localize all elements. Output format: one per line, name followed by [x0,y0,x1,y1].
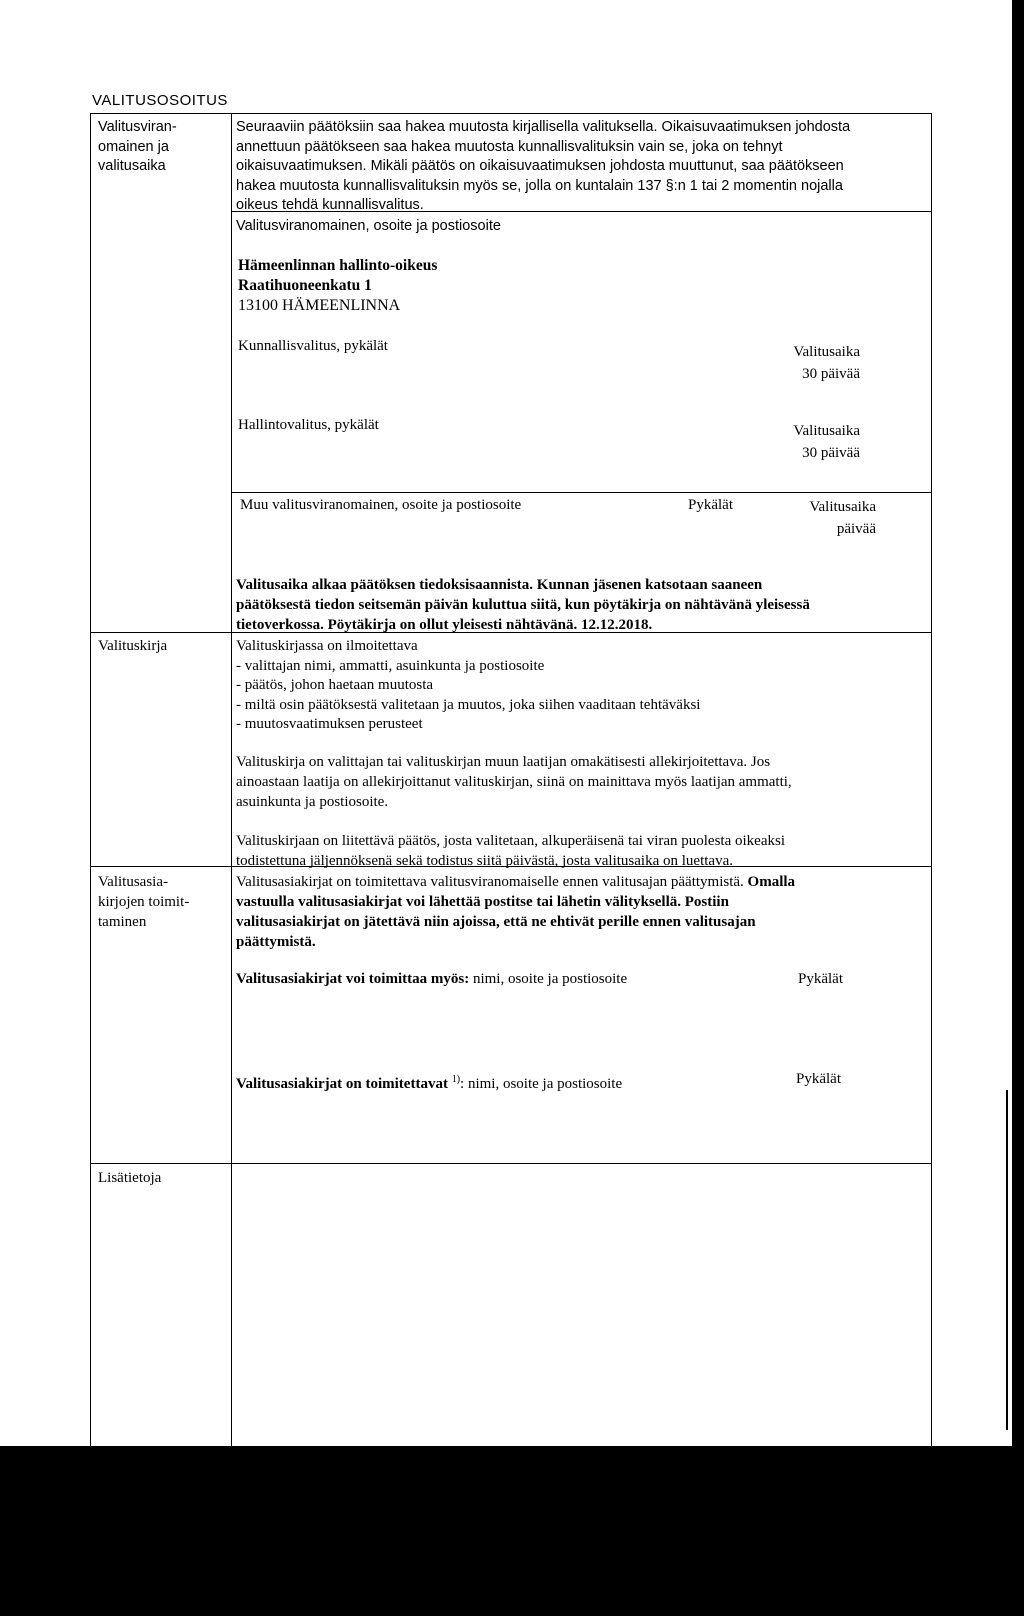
column-divider [231,113,232,1583]
authority-address: Hämeenlinnan hallinto-oikeus Raatihuoneenkatu 1 13100 HÄMEENLINNA [238,257,438,314]
row-divider-other [231,492,931,493]
additional-info-text: Yksityiskohtainen oikaisuvaatimusohje / valitusosoitus liitetään pöytäkirjaotteeseen. [236,1566,776,1582]
delivery-required: Valitusasiakirjat on toimitettavat $^{1)}$: nimi, osoite ja postiosoite [236,1074,623,1092]
appeal-intro-text: Seuraaviin päätöksiin saa hakea muutosta kirjallisella valituksella. Oikaisuvaatimuksen johdosta annettuun päätökseen saa hakea muutosta kunnallisvalituksin vain se, joka on tehnyt oikaisuvaatimuksen. Mikäli päätös on oikaisuvaatimuksen johdosta muuttunut, saa päätökseen hakea muutosta kunnallisvalituksin myös se, jolla on kuntalain 137 §:n 1 tai 2 momentin nojalla oikeus tehdä kunnallisvalitus. [236,119,851,213]
delivery-alternative: Valitusasiakirjat voi toimittaa myös: nimi, osoite ja postiosoite [236,971,628,987]
section-label-appeal-authority: Valitusviran- omainen ja valitusaika [98,119,177,174]
administrative-appeal-period: Valitusaika 30 päivää [793,423,860,461]
other-authority-sections: Pykälät [688,497,733,513]
authority-heading: Valitusviranomainen, osoite ja postiosoite [236,218,501,234]
section-label-delivery: Valitusasia- kirjojen toimit- taminen [98,874,190,930]
administrative-appeal-label: Hallintovalitus, pykälät [238,417,379,433]
scan-edge-line-thin [1015,1100,1016,1430]
appeal-letter-attachments-text: Valituskirjaan on liitettävä päätös, josta valitetaan, alkuperäisenä tai viran puolesta oikeaksi todistettuna jäljennöksenä sekä todistus siitä päivästä, josta valitusaika on luettava. [236,833,785,869]
row-divider-additional [90,1163,932,1164]
footnote-right: Liitetään pöytäkirjaan [650,1593,796,1609]
table-right-border [931,113,932,1583]
delivery-instructions: Valitusasiakirjat on toimitettava valitusviranomaiselle ennen valitusajan päättymistä. Omalla vastuulla valitusasiakirjat voi lähettää postitse tai lähetin välityksellä. Postiin valitusasiakirjat on jätettävä niin ajoissa, että ne ehtivät perille ennen valitusajan päättymistä. [236,874,796,950]
delivery-required-sections: Pykälät [796,1071,841,1087]
table-top-border [90,113,932,114]
appeal-period-notice: Valitusaika alkaa päätöksen tiedoksisaannista. Kunnan jäsenen katsotaan saaneen päätöksestä tiedon seitsemän päivän kuluttua siitä, kun pöytäkirja on nähtävänä yleisessä tietoverkossa. Pöytäkirja on ollut yleisesti nähtävänä. 12.12.2018. [236,577,810,633]
other-authority-period: Valitusaika päivää [809,499,876,537]
municipal-appeal-period: Valitusaika 30 päivää [793,344,860,382]
document-title: VALITUSOSOITUS [92,92,228,109]
other-authority-label: Muu valitusviranomainen, osoite ja postiosoite [240,497,522,513]
scan-edge-line [1006,1090,1008,1430]
appeal-letter-contents: Valituskirjassa on ilmoitettava - valittajan nimi, ammatti, asuinkunta ja postiosoite - päätös, johon haetaan muutosta - miltä osin päätöksestä valitetaan ja muutos, joka siihen vaaditaan tehtäväksi - muutosvaatimuksen perusteet [236,638,701,732]
section-label-appeal-letter: Valituskirja [98,638,168,654]
appeal-letter-signature-text: Valituskirja on valittajan tai valituskirjan muun laatijan omakätisesti allekirjoitettava. Jos ainoastaan laatija on allekirjoittanut valituskirjan, siinä on mainittava myös laatijan ammatti, asuinkunta ja postiosoite. [236,754,792,810]
section-label-additional: Lisätietoja [98,1170,162,1186]
table-left-border [90,113,91,1583]
delivery-alternative-sections: Pykälät [798,971,843,987]
footnote-text: $^{1)}$Jos toimitettava muulle kuin valitusviranomaiselle. [88,1596,403,1614]
municipal-appeal-label: Kunnallisvalitus, pykälät [238,338,388,354]
